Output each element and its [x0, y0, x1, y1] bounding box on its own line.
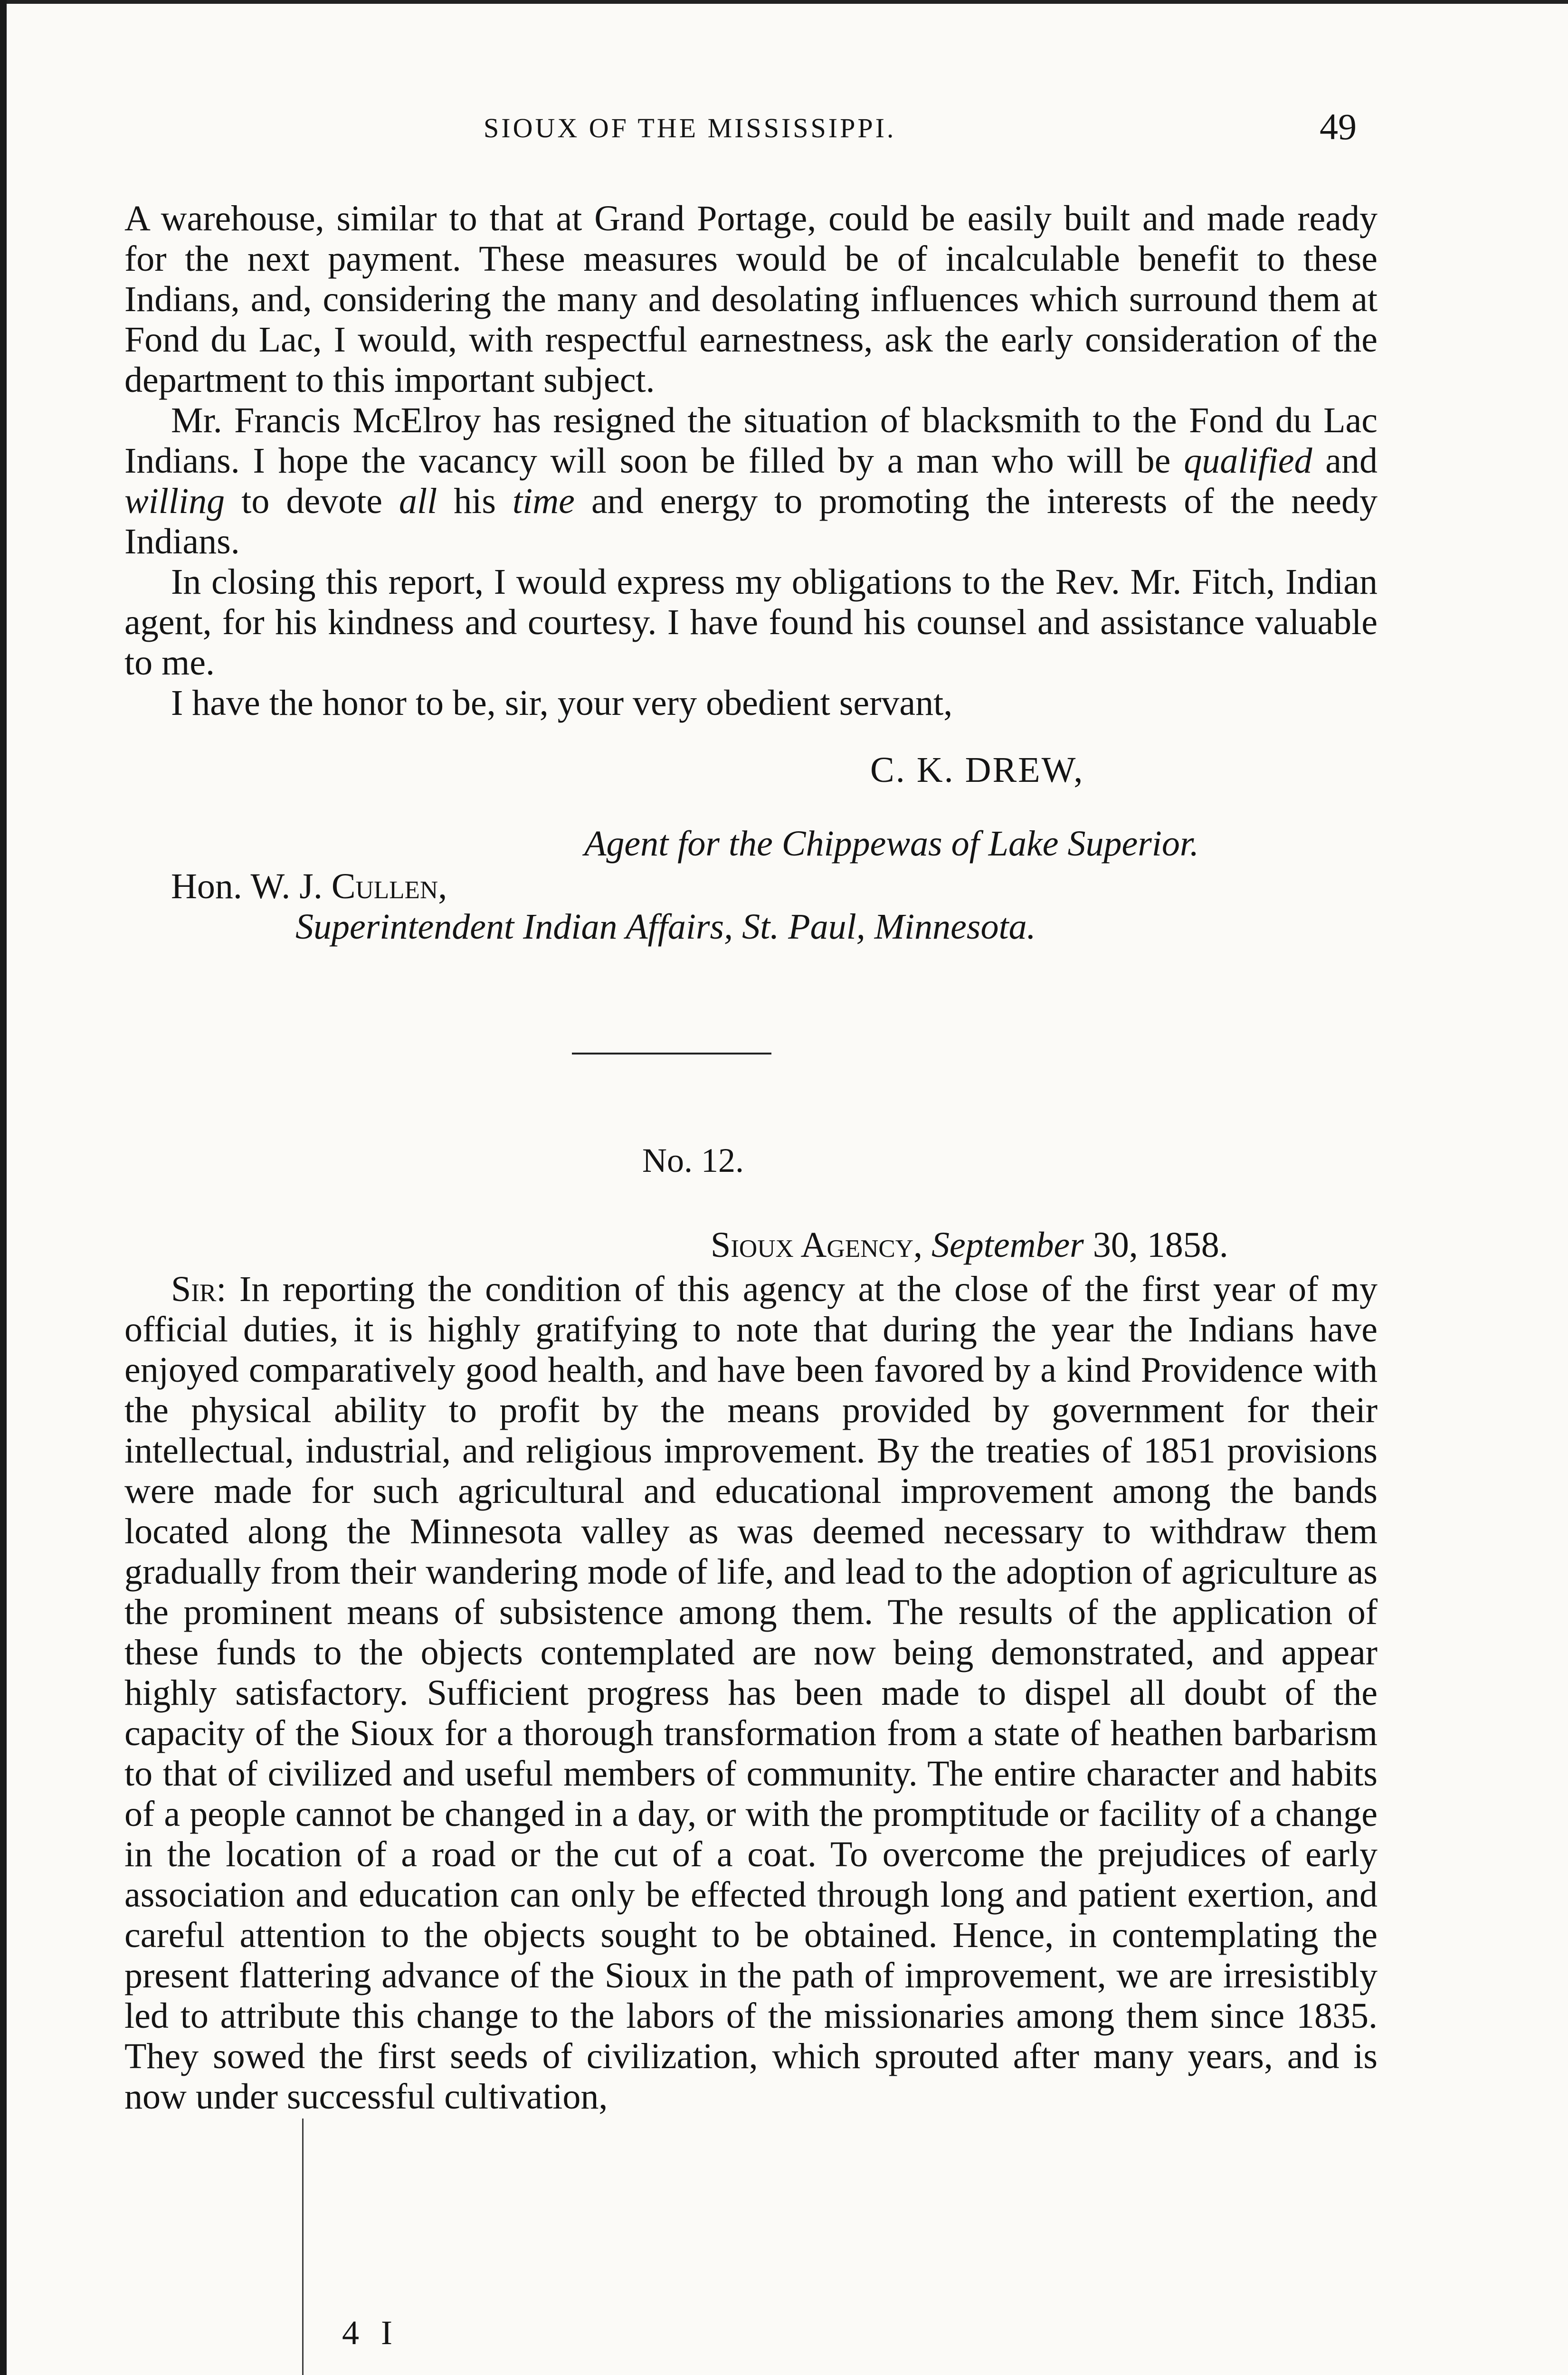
emphasis: qualified — [1184, 441, 1312, 481]
report-body — [124, 1269, 1378, 2117]
paragraph: A warehouse, similar to that at Grand Portage, could be easily built and made ready for the next payment. These measures would be of incalculable benefit to these Indians, and, considering the many and desolating influences which surround them at Fond du Lac, I would, with respectful earnestness, ask the early consideration of the department to this important subject. — [124, 199, 1378, 400]
text-run: his — [437, 481, 513, 521]
report-paragraph — [124, 1269, 1378, 2117]
signature-mark: 4 I — [342, 2314, 399, 2352]
paragraph: In closing this report, I would express my obligations to the Rev. Mr. Fitch, Indian agent, for his kindness and courtesy. I have found his counsel and assistance valuable to me. — [124, 562, 1378, 683]
report-text: : In reporting the condition of this agency at the close of the first year of my official duties, it is highly gratifying to note that during the year the Indians have enjoyed comparatively good health, and have been favored by a kind Providence with the physical ability to profit by the means provided by government for their intellectual, industrial, and religious improvement. By the treaties of 1851 provisions were made for such agricultural and educational improvement among the bands located along the Minnesota valley as was deemed necessary to withdraw them gradually from their wandering mode of life, and lead to the adoption of agriculture as the prominent means of subsistence among them. The results of the application of these funds to the objects contemplated are now being demonstrated, and appear highly satisfactory. Sufficient progress has been made to dispel all doubt of the capacity of the Sioux for a thorough transformation from a state of heathen barbarism to that of civilized and useful members of community. The entire character and habits of a people cannot be changed in a day, or with the promptitude or facility of a change in the location of a road or the cut of a coat. To overcome the prejudices of early association and education can only be effected through long and patient exertion, and careful attention to the objects sought to be obtained. Hence, in contemplating the present flattering advance of the Sioux in the path of improvement, we are irresistibly led to attribute this change to the labors of the missionaries among them since 1835. They sowed the first seeds of civilization, which sprouted after many years, and is now under successful cultivation, — [124, 1269, 1378, 2117]
emphasis: time — [513, 481, 575, 521]
text-run: to devote — [225, 481, 399, 521]
page-number: 49 — [1320, 106, 1357, 147]
running-head: SIOUX OF THE MISSISSIPPI. — [484, 113, 896, 143]
addressee-surname: Cullen, — [331, 866, 447, 906]
section-number: No. 12. — [642, 1141, 744, 1179]
addressee-title: Superintendent Indian Affairs, St. Paul, Minnesota. — [295, 907, 1036, 947]
dateline — [711, 1225, 1228, 1266]
closing-line: I have the honor to be, sir, your very obedient servant, — [171, 683, 953, 723]
page-left-edge — [0, 0, 7, 2375]
dateline-rest: 30, 1858. — [1083, 1225, 1228, 1265]
signer-name: C. K. DREW, — [870, 750, 1084, 790]
dateline-place: Sioux Agency, — [711, 1225, 922, 1265]
dateline-month: September — [931, 1225, 1084, 1265]
salutation: Sir — [171, 1269, 217, 1309]
letter-continuation — [124, 199, 1378, 723]
addressee — [171, 866, 447, 907]
emphasis: willing — [124, 481, 225, 521]
emphasis: all — [399, 481, 437, 521]
text-run: Mr. Francis McElroy has resigned the situation of blacksmith to the Fond du Lac Indians. I hope the vacancy will soon be filled by a man who will be — [124, 400, 1378, 481]
addressee-prefix: Hon. W. J. — [171, 866, 332, 906]
signer-title: Agent for the Chippewas of Lake Superior. — [584, 824, 1199, 864]
page-top-edge — [0, 0, 1568, 4]
text-run: and energy to promoting the interests of the needy Indians. — [124, 481, 1378, 561]
paragraph-blacksmith — [124, 400, 1378, 562]
text-run: and — [1312, 441, 1378, 481]
section-divider — [572, 1053, 771, 1054]
binding-mark — [302, 2118, 304, 2375]
